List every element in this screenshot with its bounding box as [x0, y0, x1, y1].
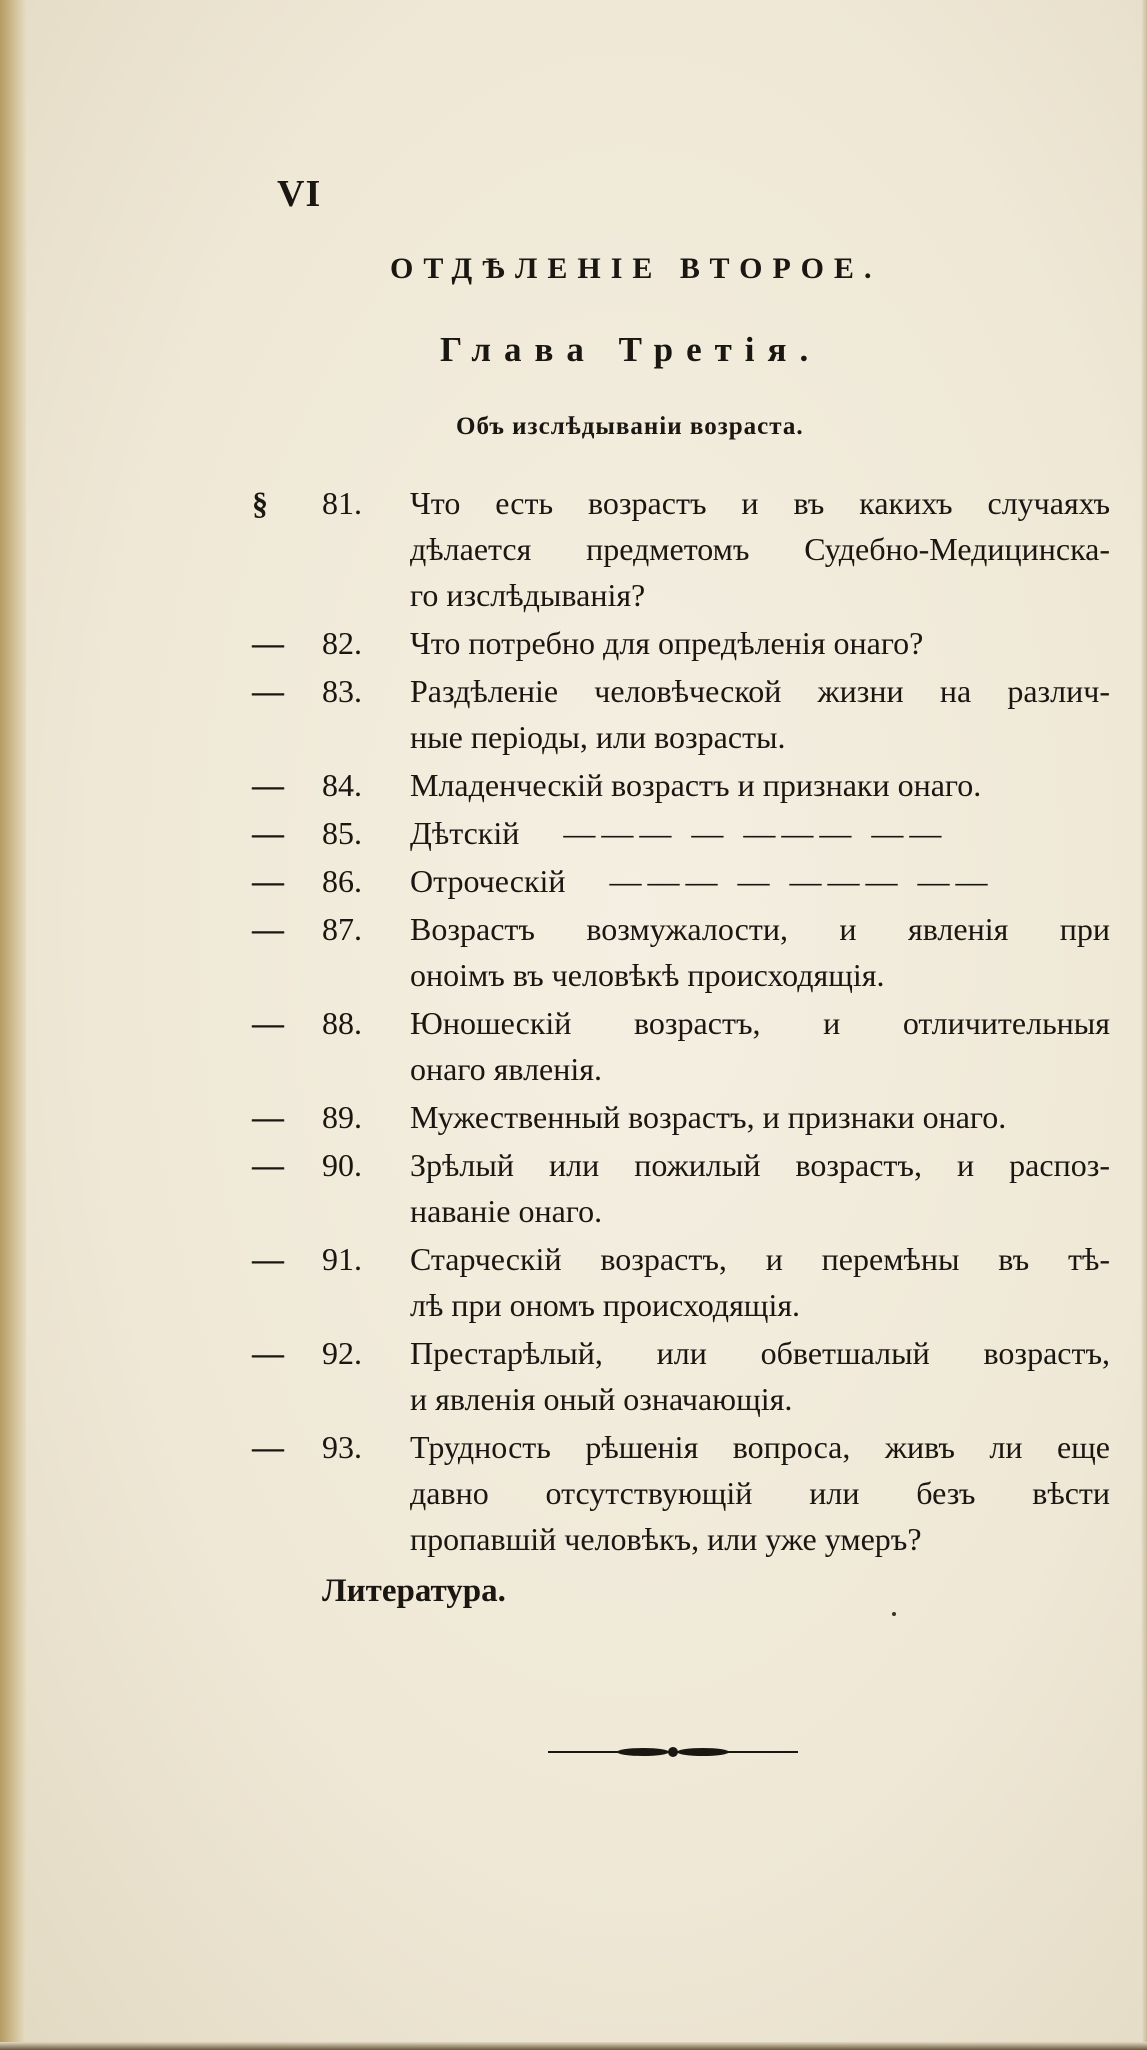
toc-entry-number: 85. — [322, 815, 362, 851]
toc-entry-line: онаго явленія. — [410, 1051, 602, 1087]
page-bottom-edge — [0, 2042, 1147, 2050]
ditto-dash: — — [252, 1241, 284, 1277]
toc-entry-text — [410, 858, 1110, 904]
ditto-dash: — — [252, 863, 284, 899]
toc-entry-line: оноімъ въ человѣкѣ происходящія. — [410, 957, 885, 993]
toc-entry-text — [410, 620, 1110, 666]
toc-entry-text — [410, 1424, 1110, 1562]
ink-speck — [892, 1612, 896, 1616]
toc-entry-line: ные періоды, или возрасты. — [410, 719, 786, 755]
ditto-dash: — — [252, 911, 284, 947]
toc-entry-line: Престарѣлый, или обветшалый возрастъ, — [410, 1335, 1110, 1371]
toc-entry-line: Трудность рѣшенія вопроса, живъ ли еще — [410, 1429, 1110, 1465]
toc-entry-text — [410, 810, 1110, 856]
toc-entry-line: давно отсутствующій или безъ вѣсти — [410, 1475, 1110, 1511]
ditto-dash: — — [252, 1147, 284, 1183]
toc-entry — [0, 1236, 1147, 1328]
toc-entry-number: 81. — [322, 485, 362, 521]
toc-entry-number: 82. — [322, 625, 362, 661]
toc-entry-text — [410, 906, 1110, 998]
toc-entry-number: 90. — [322, 1147, 362, 1183]
toc-entry-line: Раздѣленіе человѣческой жизни на различ- — [410, 673, 1110, 709]
toc-entry-line: Юношескій возрастъ, и отличительныя — [410, 1005, 1110, 1041]
toc-entry-line: Возрастъ возмужалости, и явленія при — [410, 911, 1110, 947]
toc-entry-number: 83. — [322, 673, 362, 709]
toc-entry — [0, 858, 1147, 904]
toc-entry-number: 87. — [322, 911, 362, 947]
ditto-dash: — — [252, 1429, 284, 1465]
ditto-dash: — — [252, 1335, 284, 1371]
toc-entry-number: 91. — [322, 1241, 362, 1277]
toc-entry-line: Мужественный возрастъ, и признаки онаго. — [410, 1099, 1007, 1135]
ditto-dash: — — [252, 625, 284, 661]
toc-entry — [0, 810, 1147, 856]
ditto-marks: ——— — ——— —— — [549, 815, 948, 851]
literature-heading: Литература. — [322, 1573, 506, 1609]
toc-entry-line: дѣлается предметомъ Судебно-Медицинска- — [410, 531, 1110, 567]
toc-entry — [0, 1142, 1147, 1234]
chapter-title: Глава Третія. — [440, 330, 822, 369]
toc-entry-line: пропавшій человѣкъ, или уже умеръ? — [410, 1521, 922, 1557]
toc-entry-line: Младенческій возрастъ и признаки онаго. — [410, 767, 982, 803]
toc-entry-text — [410, 762, 1110, 808]
ditto-dash: — — [252, 1099, 284, 1135]
page-number: VI — [277, 173, 322, 215]
toc-entry-line: Что потребно для опредѣленія онаго? — [410, 625, 924, 661]
toc-entry-text — [410, 480, 1110, 618]
toc-entry-line: лѣ при ономъ происходящія. — [410, 1287, 801, 1323]
toc-entry — [0, 1094, 1147, 1140]
rule-ornament-icon — [548, 1740, 798, 1764]
toc-entry — [0, 620, 1147, 666]
toc-entry-line: го изслѣдыванія? — [410, 577, 646, 613]
toc-entry-number: 86. — [322, 863, 362, 899]
toc-entry-number: 89. — [322, 1099, 362, 1135]
ditto-dash: — — [252, 815, 284, 851]
ditto-dash: — — [252, 1005, 284, 1041]
toc-entry — [0, 1000, 1147, 1092]
toc-entry — [0, 762, 1147, 808]
toc-entry — [0, 668, 1147, 760]
ditto-dash: — — [252, 767, 284, 803]
toc-entry-text — [410, 1330, 1110, 1422]
section-sign: § — [252, 485, 268, 521]
toc-entry-number: 93. — [322, 1429, 362, 1465]
toc-entry-text — [410, 668, 1110, 760]
ditto-marks: ——— — ——— —— — [595, 863, 994, 899]
toc-entry-number: 84. — [322, 767, 362, 803]
toc-entry — [0, 906, 1147, 998]
toc-entry-line: Дѣтскій ——— — ——— —— — [410, 815, 948, 851]
toc-entry-text — [410, 1142, 1110, 1234]
toc-entry-line: Зрѣлый или пожилый возрастъ, и распоз- — [410, 1147, 1110, 1183]
toc-entry-text — [410, 1094, 1110, 1140]
ditto-dash: — — [252, 673, 284, 709]
toc-entry — [0, 480, 1147, 618]
toc-entry-number: 88. — [322, 1005, 362, 1041]
section-title: ОТДѢЛЕНІЕ ВТОРОЕ. — [390, 252, 882, 285]
toc-entry — [0, 1424, 1147, 1562]
toc-entry-number: 92. — [322, 1335, 362, 1371]
toc-entry-line: Отроческій ——— — ——— —— — [410, 863, 994, 899]
toc-entry-line: Что есть возрастъ и въ какихъ случаяхъ — [410, 485, 1110, 521]
toc-entry-line: наваніе онаго. — [410, 1193, 603, 1229]
toc-entry-line: и явленія оный означающія. — [410, 1381, 793, 1417]
toc-entry-text — [410, 1000, 1110, 1092]
toc-entry — [0, 1330, 1147, 1422]
toc-entry-text — [410, 1236, 1110, 1328]
chapter-subject: Объ изслѣдываніи возраста. — [456, 413, 804, 440]
toc-entry-line: Старческій возрастъ, и перемѣны въ тѣ- — [410, 1241, 1110, 1277]
table-of-contents — [0, 480, 1147, 1614]
